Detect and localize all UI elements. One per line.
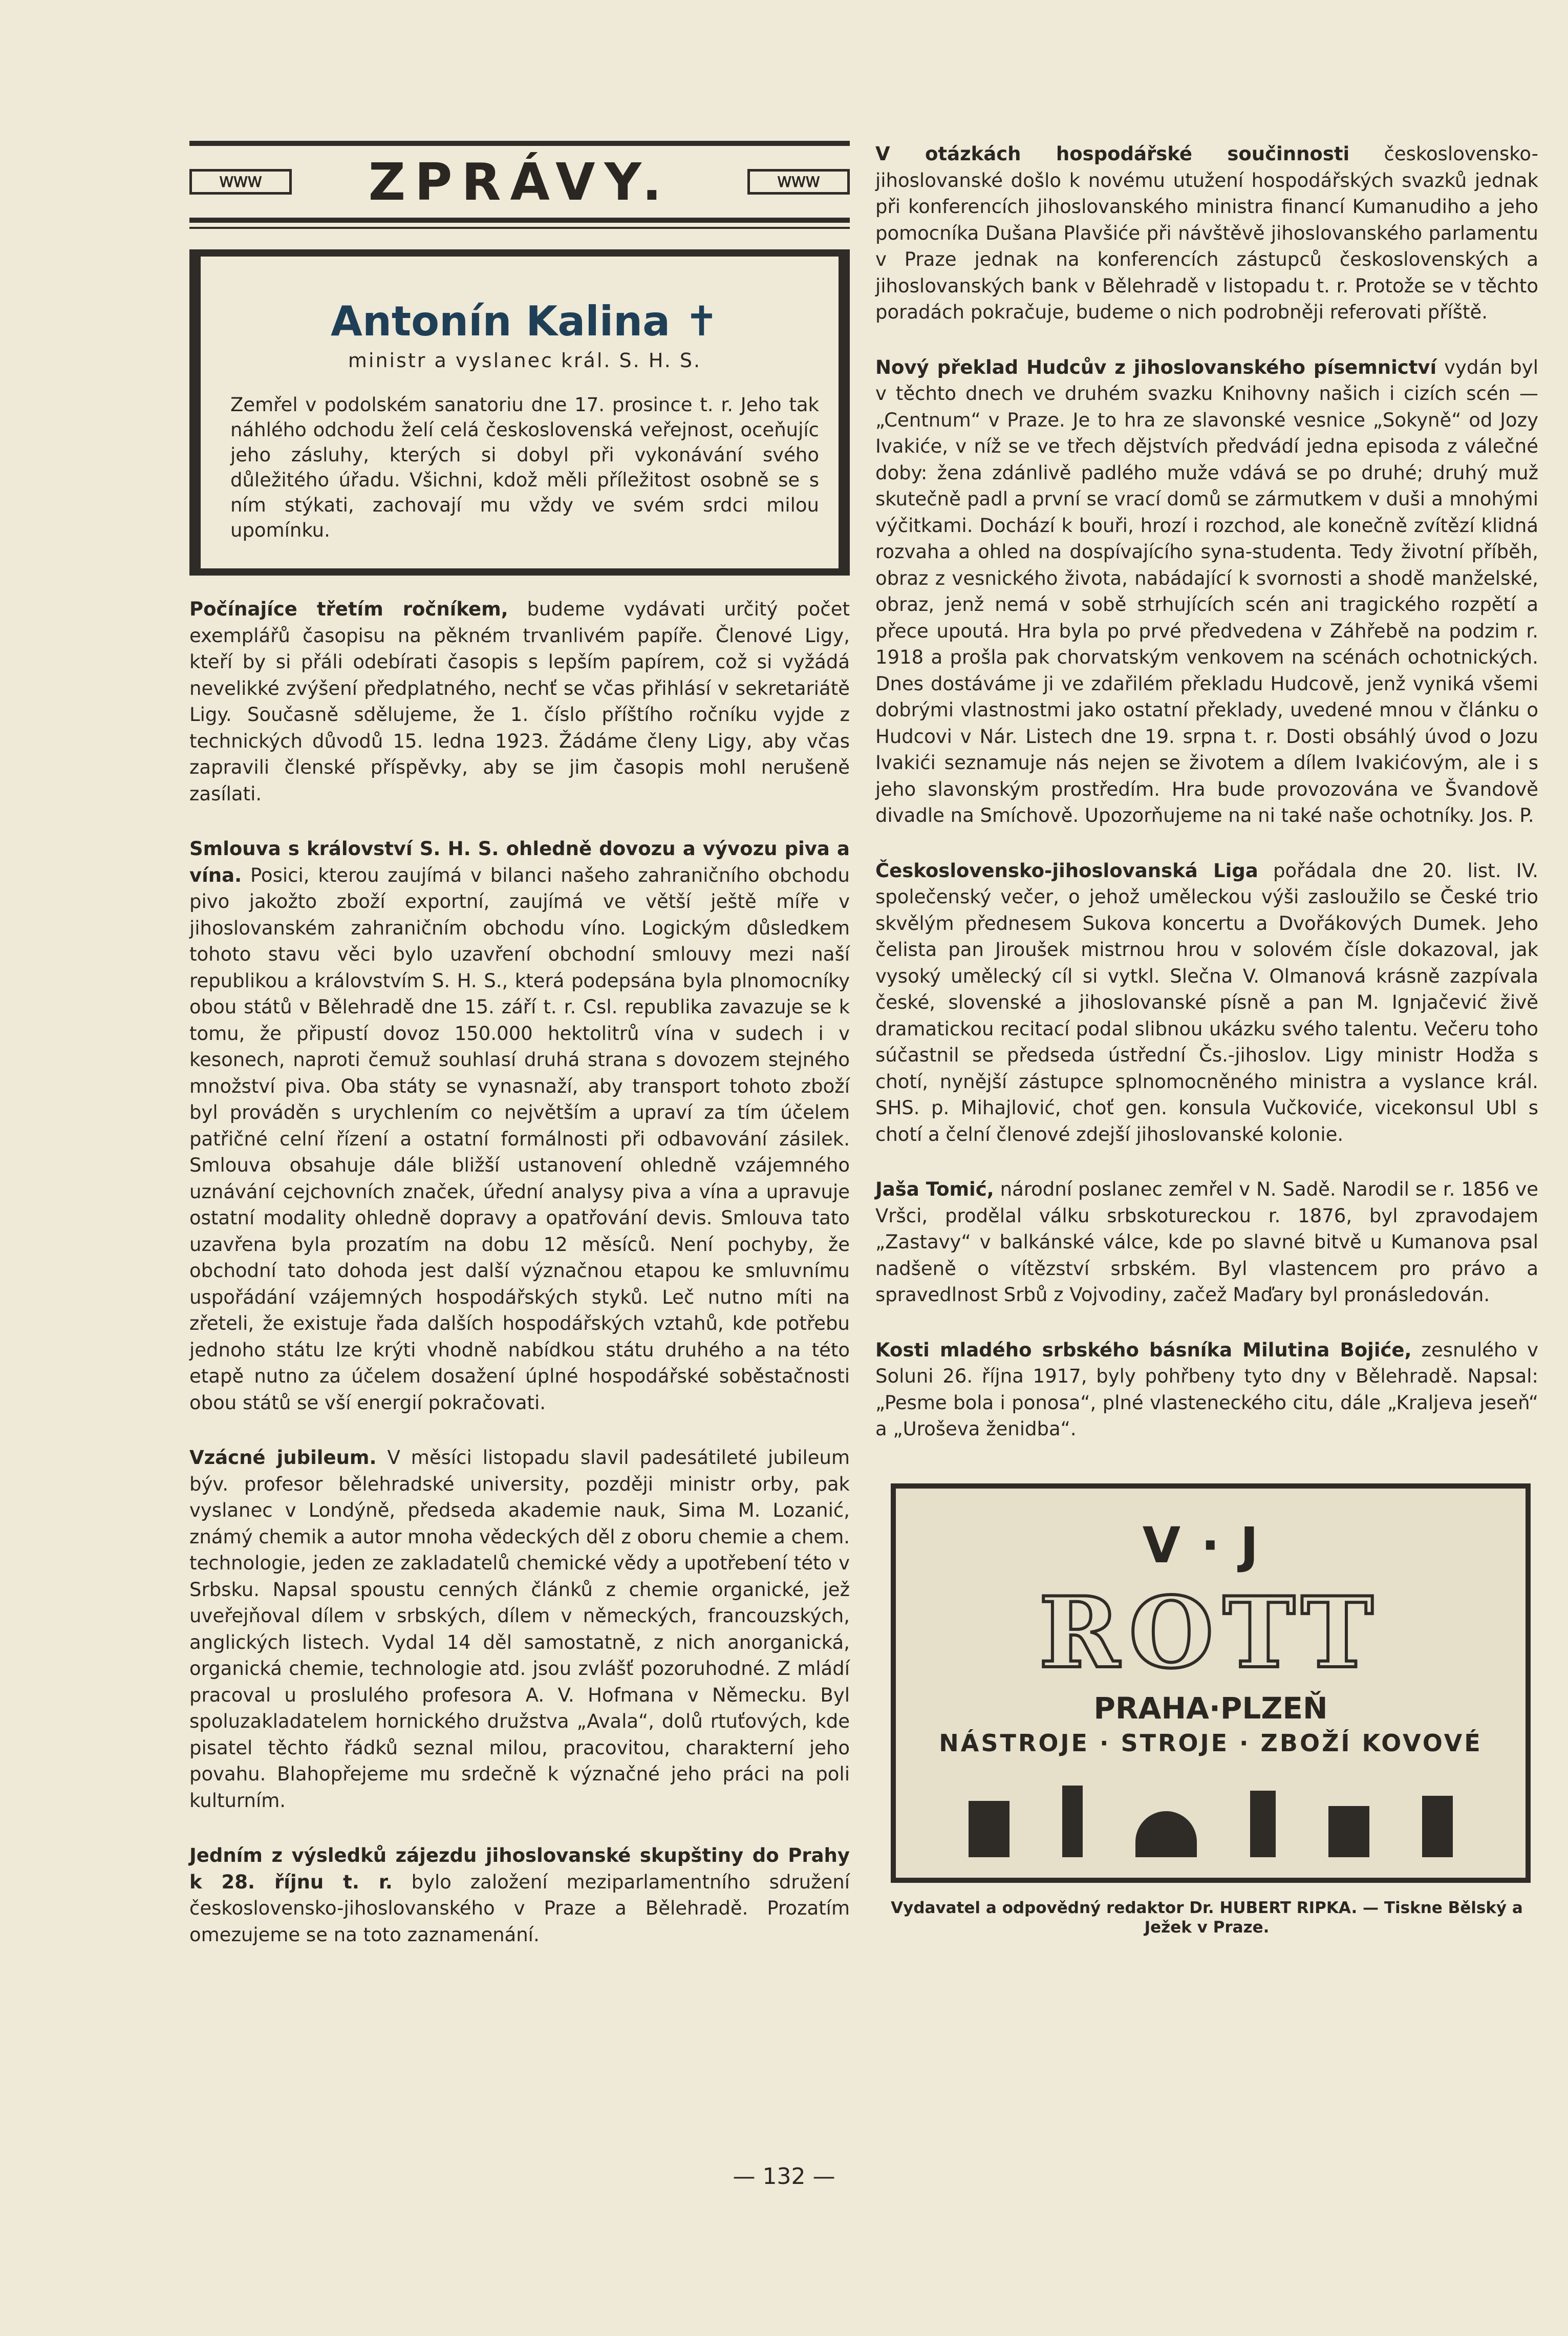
- article-text: bylo založení meziparlamentního sdružení československo-jihoslovanského v Praze a Bělehradě. Prozatím omezujeme se na toto zaznamenání.: [189, 1871, 850, 1946]
- article: [189, 836, 850, 1416]
- article: [875, 1176, 1538, 1308]
- page-number: — 132 —: [733, 2163, 835, 2190]
- article: [189, 1445, 850, 1814]
- article-text: Posici, kterou zaujímá v bilanci našeho zahraničního obchodu pivo jakožto zboží exportní, zaujímá ve větší ještě míře v jihoslovanském zahraničním obchodu víno. Logickým důsledkem tohoto stavu věci bylo uzavření obchodní smlouvy mezi naší republikou a královstvím S. H. S., která podepsána byla plnomocníky obou států v Bělehradě dne 15. září t. r. Csl. republika zavazuje se k tomu, že připustí dovoz 150.000 hektolitrů vína v sudech i v kesonech, naproti čemuž souhlasí druhá strana s dovozem stejného množství piva. Oba státy se vynasnaží, aby transport tohoto zboží byl prováděn s urychlením co největším a upraví za tím účelem patřičné celní řízení a ostatní formálnosti při odbavování zásilek. Smlouva obsahuje dále bližší ustanovení ohledně vzájemného uznávání cejchovních značek, úřední analysy piva a vína a upravuje ostatní modality ohledně dopravy a opatřování devis. Smlouva tato uzavřena byla prozatím na dobu 12 měsíců. Není pochyby, že obchodní tato dohoda jest další význačnou etapou ke smluvnímu uspořádání vzájemných hospodářských styků. Leč nutno míti na zřeteli, že existuje řada dalších hospodářských vztahů, kde potřebu jednoho státu lze krýti vhodně nabídkou státu druhého a na této etapě nutno za účelem dosažení úplné hospodářské soběstačnosti obou států se vší energií pokračovati.: [189, 864, 850, 1414]
- article-text: zesnulého v Soluni 26. října 1917, byly pohřbeny tyto dny v Bělehradě. Napsal: „Pesme bola i ponosa“, plné vlasteneckého citu, dále „Kraljeva jeseň“ a „Uroševa ženidba“.: [875, 1339, 1538, 1440]
- ad-company-name: ROTT: [1039, 1575, 1383, 1690]
- article-lead: V otázkách hospodářské součinnosti: [875, 143, 1350, 165]
- article-text: československo-jihoslovanské došlo k novému utužení hospodářských svazků jednak při konferencích jihoslovanského ministra financí Kumanudiho a jeho pomocníka Dušana Plavšiće při návštěvě jihoslovanského parlamentu v Praze jednak na konferencích zástupců československých a jihoslovanských bank v Bělehradě v listopadu t. r. Protože se v těchto poradách pokračuje, budeme o nich podrobněji referovati příště.: [875, 143, 1538, 323]
- article-lead: Smlouva s království S. H. S. ohledně dovozu a vývozu piva a vína.: [189, 838, 850, 886]
- article-text: pořádala dne 20. list. IV. společenský večer, o jehož uměleckou výši zasloužilo se České trio skvělým přednesem Sukova koncertu a Dvořákových Dumek. Jeho čelista pan Jiroušek mistrnou hrou v solovém čísle dokazoval, jak vysoký umělecký cíl si vytkl. Slečna V. Olmanová krásně zazpívala české, slovenské a jihoslovanské písně a pan M. Ignjačević živě dramatickou recitací podal slibnou ukázku svého talentu. Večeru toho súčastnil se předseda ústřední Čs.-jihoslov. Ligy ministr Hodža s chotí, nynější zástupce splnomocněného ministra a vyslance král. SHS. p. Mihajlović, choť gen. konsula Vučkoviće, vicekonsul Ubl s chotí a čelní členové zdejší jihoslovanské kolonie.: [875, 859, 1539, 1145]
- article-lead: Československo-jihoslovanská Liga: [875, 859, 1258, 882]
- article: [875, 858, 1538, 1148]
- left-column: [189, 141, 850, 1977]
- article-lead: Vzácné jubileum.: [189, 1447, 377, 1469]
- obituary-role: ministr a vyslanec král. S. H. S.: [348, 349, 702, 372]
- right-column: [875, 141, 1538, 1937]
- article-lead: Jaša Tomić,: [875, 1178, 994, 1200]
- article-lead: Nový překlad Hudcův z jihoslovanského písemnictví: [875, 356, 1437, 378]
- article: [875, 1337, 1538, 1442]
- article-lead: Jedním z výsledků zájezdu jihoslovanské skupštiny do Prahy k 28. říjnu t. r.: [189, 1844, 850, 1893]
- ad-tools-illustration: [942, 1780, 1479, 1857]
- advertisement: [891, 1483, 1531, 1883]
- header-rule-thin: [189, 227, 850, 229]
- ornament-right-icon: ꓪꓪꓪ: [747, 169, 850, 195]
- article-text: V měsíci listopadu slavil padesátileté jubileum býv. profesor bělehradské university, později ministr orby, pak vyslanec v Londýně, předseda akademie nauk, Sima M. Lozanić, známý chemik a autor mnoha vědeckých děl z oboru chemie a chem. technologie, jeden ze zakladatelů chemické vědy a upotřebení této v Srbsku. Napsal spoustu cenných článků z chemie organické, jež uveřejňoval dílem v srbských, dílem v německých, francouzských, anglických listech. Vydal 14 děl samostatně, z nich anorganická, organická chemie, technologie atd. jsou zvlášť pozoruhodné. Z mládí pracoval u proslulého profesora A. V. Hofmana v Německu. Byl spoluzakladatelem hornického družstva „Avala“, dolů rtuťových, kde pisatel těchto řádků seznal milou, pracovitou, charakterní jeho povahu. Blahopřejeme mu srdečně k význačné jeho práci na poli kulturním.: [189, 1447, 850, 1812]
- article-lead: Počínajíce třetím ročníkem,: [189, 598, 508, 620]
- tool-icon: [1062, 1786, 1083, 1857]
- imprint: Vydavatel a odpovědný redaktor Dr. HUBERT RIPKA. — Tiskne Bělský a Ježek v Praze.: [891, 1898, 1523, 1937]
- article-lead: Kosti mladého srbského básníka Milutina Bojiće,: [875, 1339, 1412, 1361]
- article-text: vydán byl v těchto dnech ve druhém svazku Knihovny našich i cizích scén — „Centnum“ v Praze. Je to hra ze slavonské vesnice „Sokyně“ od Jozy Ivakiće, v níž se ve třech dějstvích předvádí jedna episoda z válečné doby: žena zdánlivě padlého muže vdává se po druhé; druhý muž skutečně padl a první se vrací domů se zármutkem v duši a mnohými výčitkami. Dochází k bouři, hrozí i rozchod, ale konečně zvítězí klidná rozvaha a ohled na dospívajícího syna-studenta. Tedy životní příběh, obraz z vesnického života, nabádající k svornosti a shodě manželské, obraz, jenž nemá v sobě strhujících scén ani tragického rozpětí a přece upoutá. Hra byla po prvé předvedena v Záhřebě na podzim r. 1918 a prošla pak chorvatským venkovem na scénách ochotnických. Dnes dostáváme ji ve zdařilém překladu Hudcově, jenž vyniká všemi dobrými vlastnostmi jako ostatní překlady, uvedené mnou v článku o Hudcovi v Nár. Listech dne 19. srpna t. r. Dosti obsáhlý úvod o Jozu Ivakići seznamuje nás nejen se životem a dílem Ivakićovým, ale i s jeho slavonským prostředím. Hra bude provozována ve Švandově divadle na Smíchově. Upozorňujeme na ni také naše ochotníky. Jos. P.: [875, 356, 1538, 826]
- article: [875, 141, 1538, 326]
- tool-icon: [969, 1801, 1009, 1857]
- page-title: ZPRÁVY.: [368, 152, 671, 212]
- article: [189, 1842, 850, 1948]
- tool-icon: [1328, 1806, 1369, 1857]
- ad-cities: PRAHA·PLZEŇ: [1093, 1690, 1328, 1726]
- gauge-icon: [1135, 1811, 1197, 1857]
- ornament-left-icon: ꓪꓪꓪ: [189, 169, 292, 195]
- obituary-text: Zemřel v podolském sanatoriu dne 17. prosince t. r. Jeho tak náhlého odchodu želí celá československá veřejnost, oceňujíc jeho zásluhy, kterých si dobyl při vykonávání svého důležitého úřadu. Všichni, kdož měli příležitost osobně se s ním stýkati, zachovají mu vždy ve svém srdci milou upomínku.: [230, 394, 819, 541]
- ad-products: NÁSTROJE · STROJE · ZBOŽÍ KOVOVÉ: [939, 1729, 1483, 1757]
- tool-icon: [1422, 1796, 1453, 1857]
- obituary-box: [189, 249, 850, 576]
- section-heading: [189, 146, 850, 218]
- article-text: budeme vydávati určitý počet exemplářů časopisu na pěkném trvanlivém papíře. Členové Ligy, kteří by si přáli odebírati časopis s lepším papírem, což si vyžádá nevelikké zvýšení předplatného, nechť se včas přihlásí v sekretariátě Ligy. Současně sdělujeme, že 1. číslo příštího ročníku vyjde z technických důvodů 15. ledna 1923. Žádáme členy Ligy, aby včas zapravili členské příspěvky, aby se jim časopis mohl nerušeně zasílati.: [189, 598, 850, 805]
- article-text: národní poslanec zemřel v N. Sadě. Narodil se r. 1856 ve Vršci, prodělal válku srbskotureckou r. 1876, byl zpravodajem „Zastavy“ v balkánské válce, kde po slavné bitvě u Kumanova psal nadšeně o vítězství srbském. Byl vlastencem pro právo a spravedlnost Srbů z Vojvodiny, začež Maďary byl pronásledován.: [875, 1178, 1538, 1306]
- tool-icon: [1250, 1791, 1276, 1857]
- article: [875, 354, 1538, 829]
- ad-initials: V·J: [1142, 1516, 1279, 1574]
- header-rule-bottom: [189, 218, 850, 223]
- article: [189, 596, 850, 807]
- obituary-name: Antonín Kalina ✝: [331, 298, 719, 345]
- header-rule-top: [189, 141, 850, 146]
